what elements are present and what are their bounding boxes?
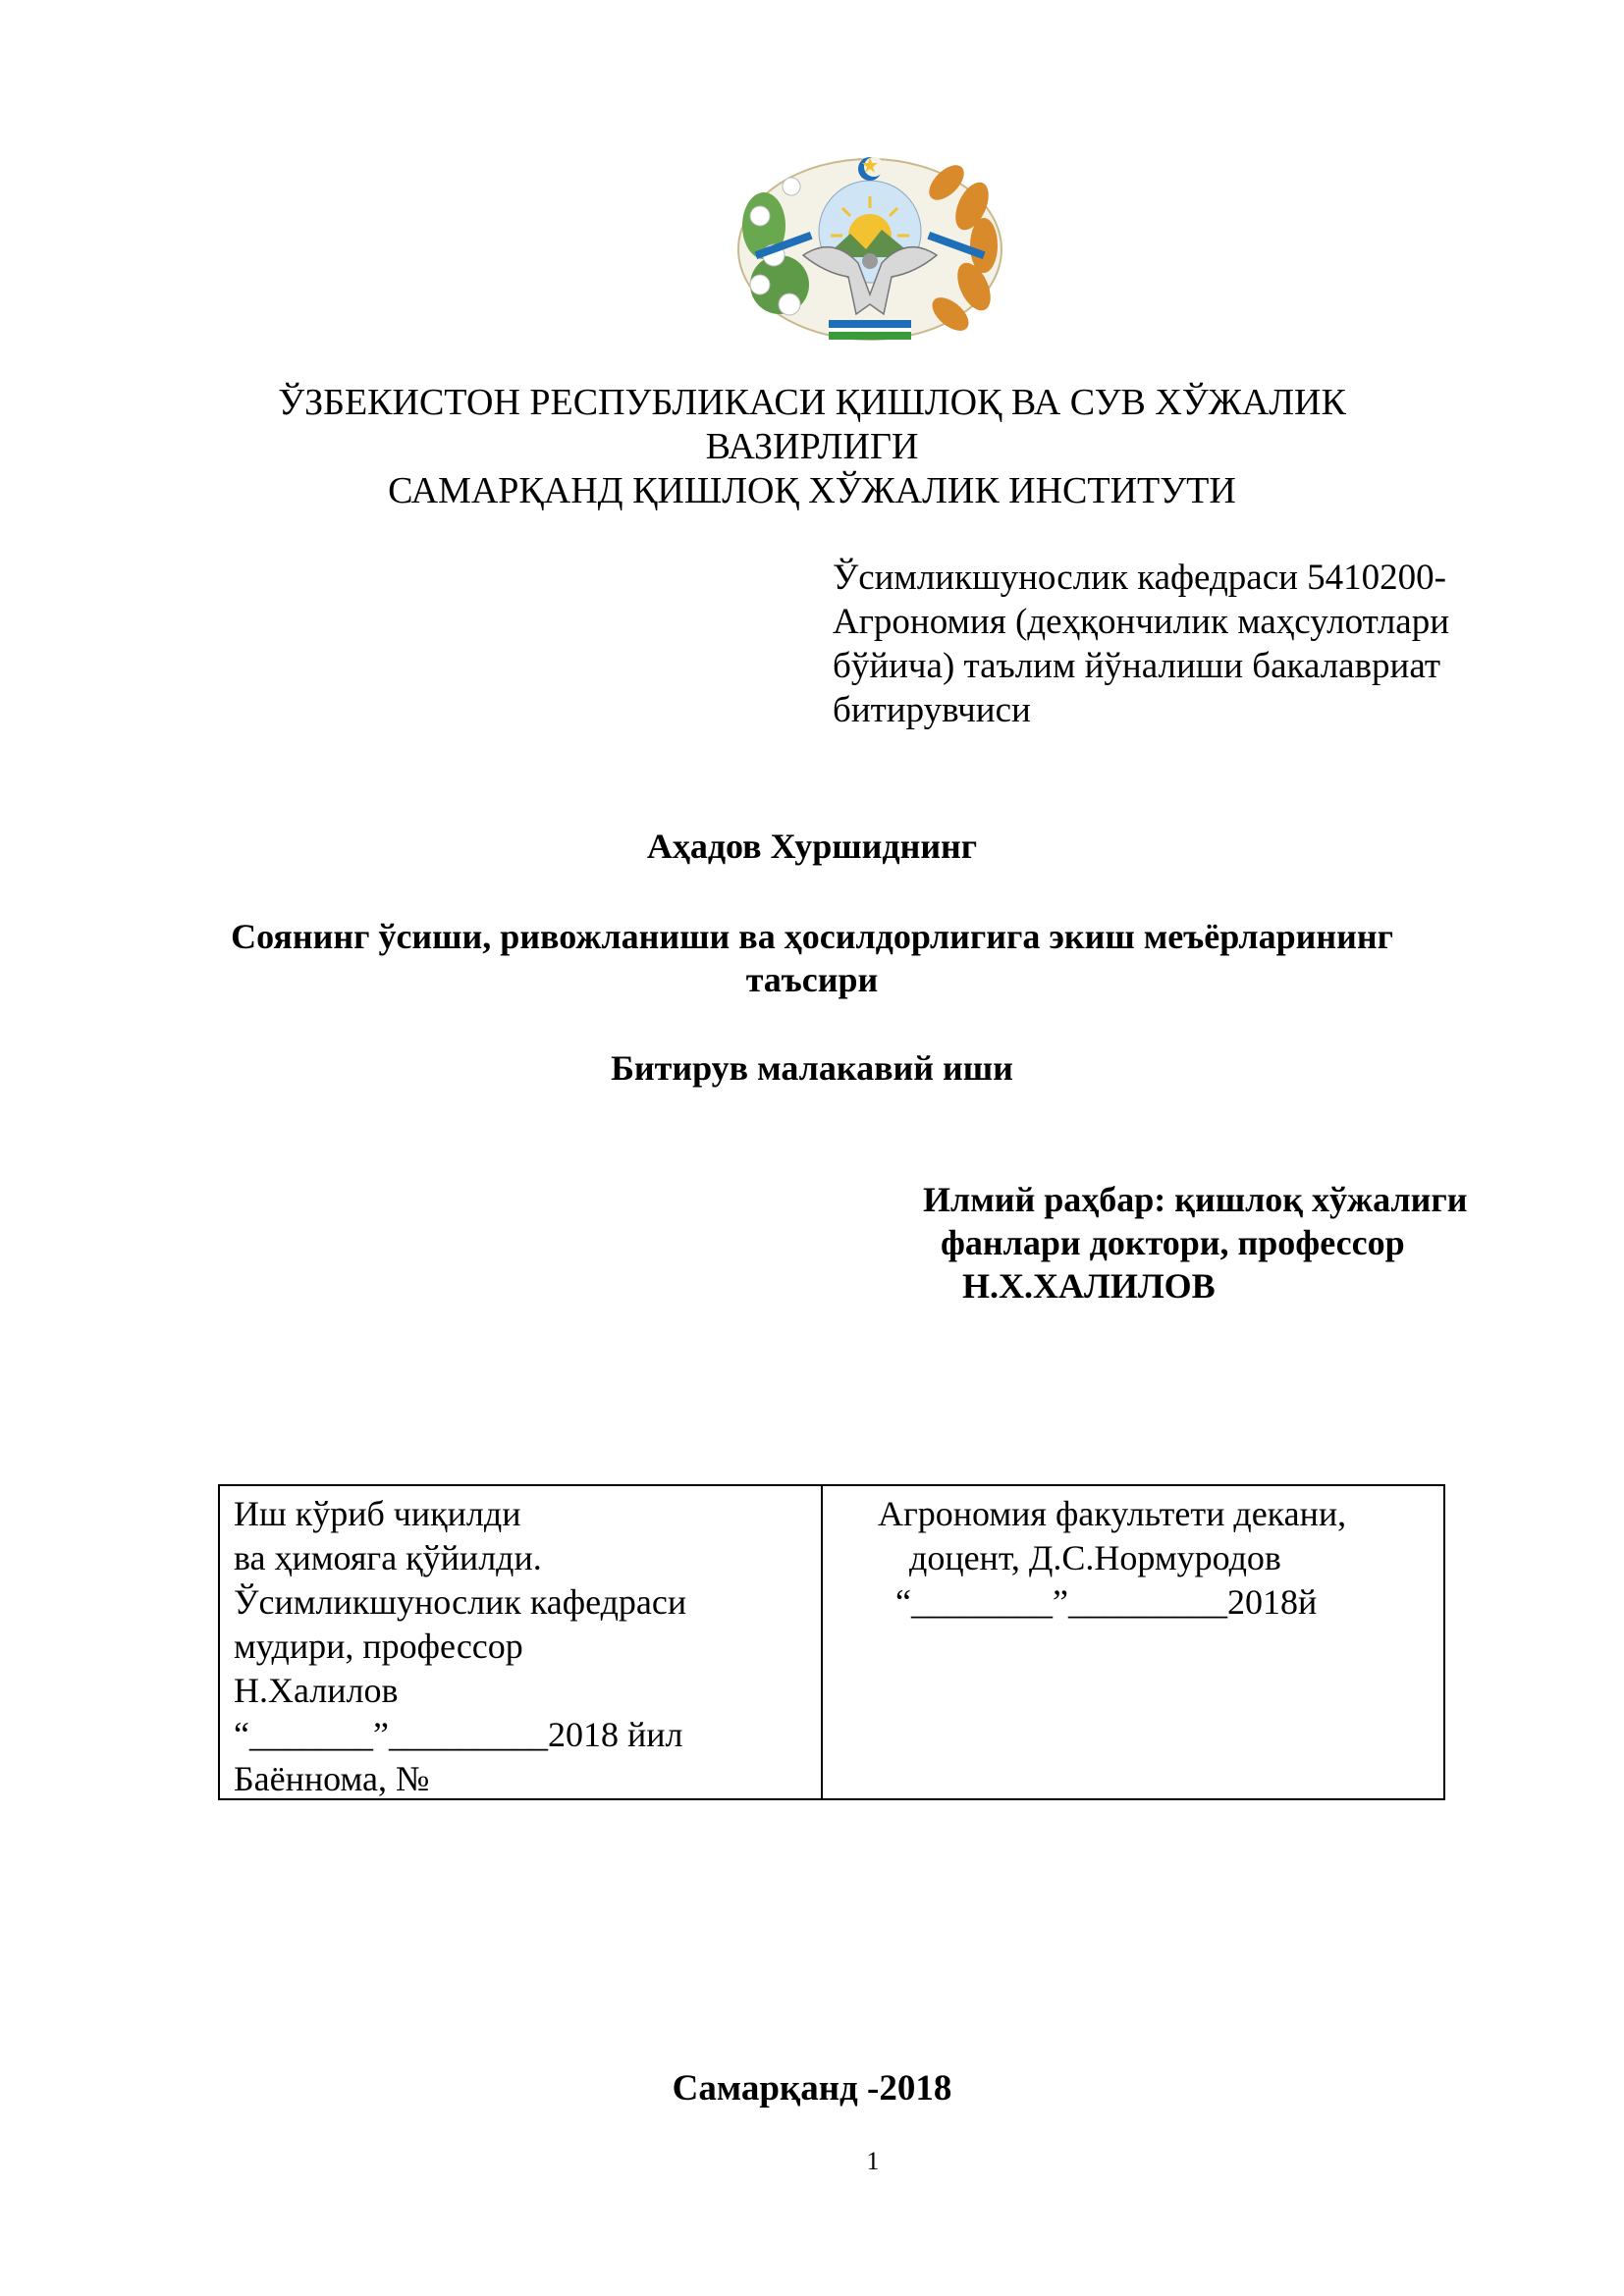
department-block: [833, 556, 1520, 732]
work-type: Битирув малакавий иши: [611, 1048, 1013, 1088]
approval-line: Иш кўриб чиқилди: [234, 1494, 521, 1533]
supervisor-line-1: Илмий раҳбар: қишлоқ хўжалиги: [923, 1180, 1468, 1219]
page-number: 1: [866, 2147, 880, 2175]
institute-title: САМАРҚАНД ҚИШЛОҚ ХЎЖАЛИК ИНСТИТУТИ: [388, 470, 1236, 511]
city-year: Самарқанд -2018: [672, 2068, 952, 2109]
department-approval-cell: [220, 1486, 823, 1798]
thesis-topic-line-1: Соянинг ўсиши, ривожланиши ва ҳосилдорлигига экиш меъёрларининг: [231, 917, 1393, 956]
ministry-title-line-1: ЎЗБЕКИСТОН РЕСПУБЛИКАСИ ҚИШЛОҚ ВА СУВ ХЎЖАЛИК: [278, 382, 1346, 423]
approval-line: Ўсимликшунослик кафедраси: [234, 1582, 687, 1622]
department-line: бўйича) таълим йўналиши бакалавриат: [833, 646, 1440, 686]
approval-table: [218, 1484, 1445, 1800]
approval-line: Баённома, №: [234, 1759, 430, 1798]
approval-line: Н.Халилов: [234, 1671, 399, 1710]
approval-line: “_______”_________2018 йил: [234, 1715, 683, 1754]
dean-line: доцент, Д.С.Нормуродов: [909, 1538, 1281, 1577]
author-name: Аҳадов Хуршиднинг: [646, 827, 978, 866]
state-emblem-icon: [734, 147, 1005, 344]
approval-line: ва ҳимояга қўйилди.: [234, 1538, 542, 1577]
supervisor-line-2: фанлари доктори, профессор: [941, 1223, 1405, 1262]
dean-line: “________”_________2018й: [895, 1582, 1318, 1622]
department-line: Агрономия (деҳқончилик маҳсулотлари: [833, 602, 1450, 642]
supervisor-name: Н.Х.ХАЛИЛОВ: [962, 1266, 1216, 1306]
department-line: битирувчиси: [833, 690, 1031, 730]
thesis-topic-line-2: таъсири: [745, 960, 879, 999]
ministry-title-line-2: ВАЗИРЛИГИ: [705, 426, 919, 467]
dean-approval-cell: [823, 1486, 1443, 1798]
approval-line: мудири, профессор: [234, 1627, 523, 1666]
dean-line: Агрономия факультети декани,: [878, 1494, 1347, 1533]
department-line: Ўсимликшунослик кафедраси 5410200-: [833, 558, 1446, 598]
